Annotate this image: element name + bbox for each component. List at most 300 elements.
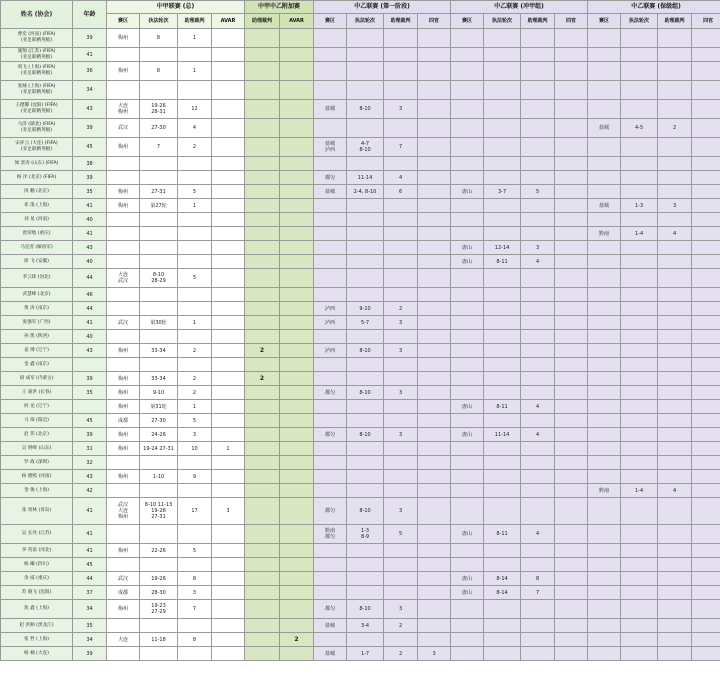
table-row <box>1 525 720 544</box>
table-cell <box>384 414 418 428</box>
table-cell <box>692 647 720 661</box>
table-cell <box>418 572 451 586</box>
table-cell <box>245 470 280 484</box>
table-cell <box>588 100 621 119</box>
table-cell <box>484 171 521 185</box>
referee-name: 焦 鑫 (上海) <box>1 600 73 619</box>
table-cell <box>621 544 658 558</box>
table-cell <box>588 428 621 442</box>
subheader-cell: 助理裁判 <box>245 14 280 29</box>
subheader-cell: 赛区 <box>314 14 347 29</box>
table-cell <box>245 100 280 119</box>
referee-age: 43 <box>73 100 107 119</box>
table-cell: 梅州 <box>107 428 140 442</box>
table-cell <box>521 227 555 241</box>
table-row <box>1 227 720 241</box>
table-cell <box>692 81 720 100</box>
table-cell <box>140 525 178 544</box>
referee-name: 吴 长亮 (江苏) <box>1 525 73 544</box>
table-cell <box>314 586 347 600</box>
table-cell <box>658 241 692 255</box>
table-cell <box>178 288 212 302</box>
table-cell <box>280 386 314 400</box>
table-row <box>1 29 720 48</box>
table-cell <box>418 558 451 572</box>
table-cell <box>245 456 280 470</box>
table-cell: 1-10 <box>140 470 178 484</box>
table-cell <box>621 255 658 269</box>
table-cell <box>212 255 245 269</box>
table-cell <box>178 241 212 255</box>
table-cell <box>418 372 451 386</box>
table-cell <box>280 138 314 157</box>
table-cell <box>418 386 451 400</box>
table-cell <box>658 525 692 544</box>
table-cell <box>451 498 484 525</box>
table-cell: 1 <box>178 29 212 48</box>
table-cell <box>280 213 314 227</box>
table-cell: 2 <box>384 619 418 633</box>
table-cell <box>384 544 418 558</box>
referee-name: 王 嘉洪 (长春) <box>1 386 73 400</box>
table-cell <box>588 157 621 171</box>
referee-age: 41 <box>73 525 107 544</box>
table-cell <box>621 498 658 525</box>
table-cell <box>588 138 621 157</box>
table-cell <box>692 199 720 213</box>
table-cell <box>384 213 418 227</box>
table-cell <box>245 633 280 647</box>
table-cell: 3 <box>658 199 692 213</box>
table-cell <box>107 171 140 185</box>
table-cell: 1-4 <box>621 227 658 241</box>
table-cell <box>555 241 588 255</box>
table-cell <box>347 633 384 647</box>
table-cell: 19-24 27-31 <box>140 442 178 456</box>
table-cell <box>245 185 280 199</box>
referee-name: 金 俊 (上海) <box>1 484 73 498</box>
table-cell <box>418 600 451 619</box>
referee-age: 36 <box>73 62 107 81</box>
table-cell <box>418 470 451 484</box>
table-cell <box>621 428 658 442</box>
table-cell <box>692 358 720 372</box>
table-cell: 2 <box>178 372 212 386</box>
table-cell <box>245 62 280 81</box>
table-cell <box>347 199 384 213</box>
table-cell <box>418 81 451 100</box>
table-cell <box>212 227 245 241</box>
table-cell: 5 <box>521 185 555 199</box>
table-cell <box>418 544 451 558</box>
table-cell: 12 <box>178 100 212 119</box>
table-cell <box>658 619 692 633</box>
table-cell <box>384 586 418 600</box>
table-cell <box>658 386 692 400</box>
table-cell <box>178 619 212 633</box>
table-row <box>1 414 720 428</box>
table-cell <box>212 344 245 358</box>
table-cell <box>451 119 484 138</box>
table-cell <box>280 525 314 544</box>
table-cell <box>451 269 484 288</box>
table-cell: 3 <box>384 428 418 442</box>
table-cell <box>621 525 658 544</box>
table-cell <box>692 302 720 316</box>
table-cell: 33-34 <box>140 344 178 358</box>
table-cell <box>692 456 720 470</box>
referee-name: 姜 博 (辽宁) <box>1 344 73 358</box>
table-cell <box>418 428 451 442</box>
table-cell <box>418 442 451 456</box>
table-cell: 12-14 <box>484 241 521 255</box>
table-cell <box>245 386 280 400</box>
table-cell <box>451 619 484 633</box>
table-cell <box>245 484 280 498</box>
table-cell: 4 <box>658 484 692 498</box>
table-cell <box>484 558 521 572</box>
table-cell <box>521 633 555 647</box>
header-age: 年龄 <box>73 1 107 29</box>
table-cell <box>384 288 418 302</box>
table-row <box>1 647 720 661</box>
table-cell <box>245 213 280 227</box>
table-cell <box>658 171 692 185</box>
referee-name: 马克善 (解放军) <box>1 241 73 255</box>
table-cell: 泸西 <box>314 344 347 358</box>
table-cell <box>347 456 384 470</box>
table-cell <box>418 62 451 81</box>
table-row <box>1 428 720 442</box>
table-cell <box>555 386 588 400</box>
table-cell <box>555 213 588 227</box>
referee-age: 34 <box>73 600 107 619</box>
table-row <box>1 138 720 157</box>
table-cell: 8 <box>521 572 555 586</box>
table-cell <box>658 414 692 428</box>
table-cell <box>140 558 178 572</box>
table-cell <box>280 199 314 213</box>
table-cell: 3-4 <box>347 619 384 633</box>
subheader-cell: AVAR <box>280 14 314 29</box>
table-cell <box>692 386 720 400</box>
table-cell <box>621 241 658 255</box>
table-cell <box>384 199 418 213</box>
table-cell <box>314 484 347 498</box>
table-cell <box>484 330 521 344</box>
referee-age: 35 <box>73 619 107 633</box>
table-cell <box>521 442 555 456</box>
table-cell: 3-7 <box>484 185 521 199</box>
table-cell: 3 <box>212 498 245 525</box>
table-cell <box>692 288 720 302</box>
table-cell <box>484 544 521 558</box>
table-cell <box>555 442 588 456</box>
table-cell <box>107 484 140 498</box>
table-cell <box>280 558 314 572</box>
table-cell <box>418 456 451 470</box>
table-cell <box>658 81 692 100</box>
subheader-cell: 赛区 <box>107 14 140 29</box>
table-cell <box>521 386 555 400</box>
table-cell <box>692 372 720 386</box>
table-cell <box>384 456 418 470</box>
table-cell: 9 <box>178 470 212 484</box>
subheader-cell: 赛区 <box>588 14 621 29</box>
table-cell <box>280 269 314 288</box>
table-cell <box>692 558 720 572</box>
table-row <box>1 572 720 586</box>
table-cell <box>521 48 555 62</box>
table-cell <box>245 330 280 344</box>
table-row <box>1 586 720 600</box>
table-cell <box>107 48 140 62</box>
table-cell <box>384 81 418 100</box>
referee-name: 张 哲 (上海) <box>1 633 73 647</box>
table-cell <box>418 344 451 358</box>
table-cell <box>658 647 692 661</box>
table-cell <box>280 498 314 525</box>
table-cell <box>692 414 720 428</box>
table-cell <box>245 288 280 302</box>
table-cell: 2 <box>384 647 418 661</box>
table-cell: 2 <box>280 633 314 647</box>
table-cell <box>658 330 692 344</box>
table-cell <box>245 255 280 269</box>
table-row <box>1 302 720 316</box>
table-cell <box>347 358 384 372</box>
table-cell <box>621 344 658 358</box>
table-cell <box>140 619 178 633</box>
referee-name: 杨 楠 (大连) <box>1 647 73 661</box>
table-cell <box>418 241 451 255</box>
table-cell <box>212 241 245 255</box>
table-cell <box>418 213 451 227</box>
table-cell <box>521 269 555 288</box>
table-cell: 3 <box>521 241 555 255</box>
table-cell <box>347 572 384 586</box>
table-cell: 4 <box>658 227 692 241</box>
table-cell: 7 <box>521 586 555 600</box>
table-cell <box>451 442 484 456</box>
table-cell: 梅州 <box>107 138 140 157</box>
table-cell <box>107 227 140 241</box>
table-cell: 1-4 <box>621 484 658 498</box>
table-cell <box>347 62 384 81</box>
table-cell <box>588 344 621 358</box>
table-cell <box>658 269 692 288</box>
table-cell <box>555 138 588 157</box>
table-cell <box>280 157 314 171</box>
referee-name: 李云锋 (河北) <box>1 269 73 288</box>
table-cell <box>555 372 588 386</box>
table-cell <box>418 255 451 269</box>
table-cell <box>384 29 418 48</box>
table-cell <box>280 171 314 185</box>
table-cell <box>484 48 521 62</box>
table-cell <box>451 386 484 400</box>
table-cell: 5 <box>384 525 418 544</box>
table-cell <box>280 544 314 558</box>
table-cell <box>658 428 692 442</box>
table-cell: 2 <box>658 119 692 138</box>
table-cell <box>521 414 555 428</box>
table-cell <box>212 600 245 619</box>
table-cell <box>451 100 484 119</box>
table-cell <box>484 372 521 386</box>
table-cell <box>621 302 658 316</box>
referee-age: 34 <box>73 81 107 100</box>
table-cell <box>178 330 212 344</box>
table-cell <box>347 484 384 498</box>
table-cell <box>347 241 384 255</box>
table-cell <box>451 62 484 81</box>
table-cell: 8-10 <box>347 428 384 442</box>
table-cell <box>451 227 484 241</box>
table-cell <box>178 302 212 316</box>
table-cell <box>384 255 418 269</box>
table-cell <box>212 558 245 572</box>
table-cell <box>621 456 658 470</box>
referee-age: 44 <box>73 302 107 316</box>
table-cell <box>521 600 555 619</box>
table-cell <box>521 81 555 100</box>
table-cell: 唐山 <box>451 428 484 442</box>
table-cell <box>451 633 484 647</box>
table-cell <box>212 428 245 442</box>
table-cell <box>280 29 314 48</box>
referee-age <box>73 400 107 414</box>
table-cell <box>212 386 245 400</box>
table-cell: 4-5 <box>621 119 658 138</box>
table-cell <box>555 358 588 372</box>
table-cell <box>245 619 280 633</box>
table-cell <box>555 470 588 484</box>
table-cell <box>245 48 280 62</box>
subheader-cell: 四官 <box>555 14 588 29</box>
table-cell <box>621 372 658 386</box>
table-cell <box>140 171 178 185</box>
table-cell: 8 <box>178 633 212 647</box>
table-row <box>1 498 720 525</box>
table-cell: 8-10 <box>347 344 384 358</box>
table-cell: 4 <box>384 171 418 185</box>
table-cell <box>212 330 245 344</box>
subheader-cell: 赛区 <box>451 14 484 29</box>
referee-age <box>73 358 107 372</box>
table-cell: 1 <box>178 199 212 213</box>
table-cell <box>107 241 140 255</box>
referee-name: 杨 洋 (北京) (FIFA) <box>1 171 73 185</box>
table-cell <box>347 558 384 572</box>
table-cell <box>107 525 140 544</box>
table-cell <box>621 400 658 414</box>
table-cell: 8-14 <box>484 586 521 600</box>
table-cell <box>314 372 347 386</box>
table-cell <box>588 213 621 227</box>
table-cell <box>178 227 212 241</box>
table-cell <box>555 302 588 316</box>
table-cell <box>280 119 314 138</box>
table-cell <box>588 302 621 316</box>
table-cell <box>692 600 720 619</box>
table-cell <box>621 269 658 288</box>
table-cell <box>347 213 384 227</box>
table-cell <box>588 29 621 48</box>
referee-name: 李 英富 (河北) <box>1 544 73 558</box>
table-cell: 8-10 <box>347 386 384 400</box>
table-cell: 唐山 <box>451 241 484 255</box>
table-cell <box>555 171 588 185</box>
table-cell <box>245 572 280 586</box>
table-cell <box>484 157 521 171</box>
table-cell <box>588 544 621 558</box>
table-cell <box>451 48 484 62</box>
table-row <box>1 100 720 119</box>
table-cell <box>245 119 280 138</box>
referee-name: 王德馨 (沈阳) (FIFA) (亚足联精英级) <box>1 100 73 119</box>
table-cell <box>555 456 588 470</box>
table-cell <box>384 558 418 572</box>
table-cell <box>621 358 658 372</box>
table-cell <box>621 633 658 647</box>
table-cell <box>418 138 451 157</box>
table-cell <box>418 171 451 185</box>
table-cell <box>588 456 621 470</box>
table-cell <box>521 470 555 484</box>
table-cell <box>347 586 384 600</box>
table-cell <box>484 386 521 400</box>
table-cell <box>245 600 280 619</box>
table-cell: 3 <box>384 386 418 400</box>
table-cell <box>212 119 245 138</box>
header-group-playoff: 中甲中乙附加赛 <box>245 1 314 14</box>
table-cell <box>658 316 692 330</box>
table-cell <box>588 48 621 62</box>
referee-name: 杨 德熙 (河南) <box>1 470 73 484</box>
table-cell <box>314 442 347 456</box>
referee-age: 42 <box>73 484 107 498</box>
table-cell: 唐山 <box>451 185 484 199</box>
table-cell: 盐城 泸西 <box>314 138 347 157</box>
referee-age: 37 <box>73 586 107 600</box>
table-cell <box>588 600 621 619</box>
table-cell <box>314 157 347 171</box>
table-cell <box>484 470 521 484</box>
table-cell <box>280 358 314 372</box>
table-cell <box>212 199 245 213</box>
table-cell <box>658 572 692 586</box>
table-cell <box>107 456 140 470</box>
table-cell <box>521 100 555 119</box>
table-cell <box>212 414 245 428</box>
table-cell: 8-11 <box>484 255 521 269</box>
table-cell <box>347 48 384 62</box>
table-cell <box>280 255 314 269</box>
table-cell <box>658 48 692 62</box>
table-cell <box>484 316 521 330</box>
table-cell: 8-11 <box>484 400 521 414</box>
referee-name: 马济 (湖北) (FIFA) (亚足联精英级) <box>1 119 73 138</box>
table-cell <box>280 619 314 633</box>
table-cell <box>212 48 245 62</box>
table-cell <box>621 185 658 199</box>
table-cell <box>347 288 384 302</box>
table-cell <box>280 600 314 619</box>
table-cell <box>384 330 418 344</box>
table-cell <box>245 647 280 661</box>
table-cell <box>107 157 140 171</box>
